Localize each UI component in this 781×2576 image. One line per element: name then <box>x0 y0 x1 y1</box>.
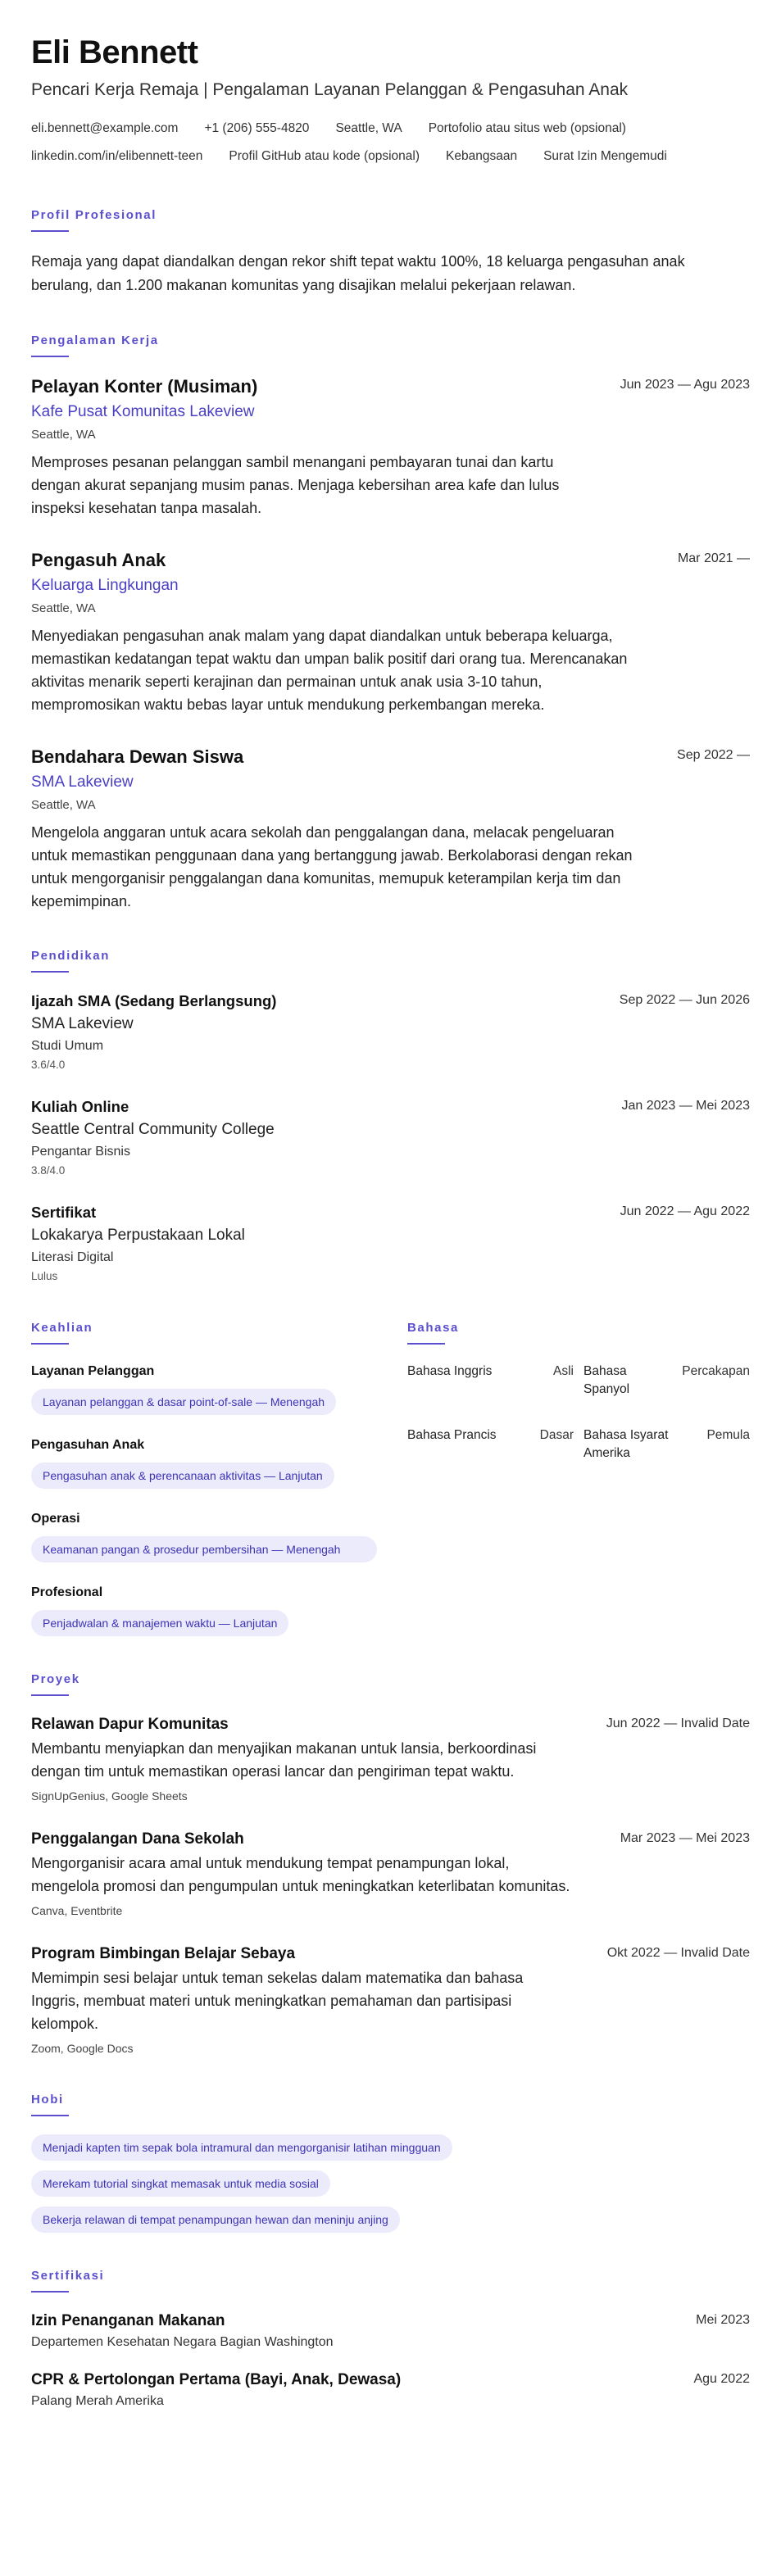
language-item <box>583 1363 750 1399</box>
language-name: Bahasa Isyarat Amerika <box>583 1428 669 1460</box>
certification-title: Izin Penanganan Makanan <box>31 2312 225 2329</box>
section-divider <box>31 2115 69 2116</box>
project-title: Relawan Dapur Komunitas <box>31 1716 229 1733</box>
contact-list <box>31 120 750 175</box>
hobby-pill: Bekerja relawan di tempat penampungan hewan dan meninju anjing <box>31 2206 400 2233</box>
resume-header <box>31 33 750 175</box>
education-date: Jan 2023 — Mei 2023 <box>621 1099 750 1113</box>
project-item <box>31 1829 750 1919</box>
contact-phone[interactable]: +1 (206) 555-4820 <box>204 121 310 135</box>
section-title: Sertifikasi <box>31 2269 105 2283</box>
project-title: Program Bimbingan Belajar Sebaya <box>31 1945 296 1962</box>
languages-section <box>407 1321 750 1636</box>
job-description: Mengelola anggaran untuk acara sekolah dan penggalangan dana, melacak pengeluaran untuk memastikan penggunaan dana yang bertanggung jawab. Berkolaborasi dengan rekan untuk mengorganisir penggalangan dana komunitas, memupuk keterampilan kerja tim dan kepemimpinan. <box>31 824 633 909</box>
skill-pill: Penjadwalan & manajemen waktu — Lanjutan <box>31 1610 288 1636</box>
section-title: Proyek <box>31 1672 80 1686</box>
job-description: Memproses pesanan pelanggan sambil menangani pembayaran tunai dan kartu dengan akurat sepanjang musim panas. Menjaga kebersihan area kafe dan lulus inspeksi kesehatan tanpa masalah. <box>31 454 560 516</box>
section-title: Pengalaman Kerja <box>31 333 159 347</box>
job-title: Bendahara Dewan Siswa <box>31 746 244 767</box>
skill-pill: Keamanan pangan & prosedur pembersihan — Menengah <box>31 1536 377 1562</box>
education-date: Jun 2022 — Agu 2022 <box>620 1204 750 1218</box>
section-title: Bahasa <box>407 1321 459 1335</box>
section-divider <box>31 2291 69 2293</box>
education-grade: 3.6/4.0 <box>31 1059 66 1071</box>
education-section <box>31 949 750 1285</box>
project-item <box>31 1943 750 2057</box>
skill-group <box>31 1584 377 1636</box>
language-item <box>583 1426 750 1463</box>
project-description: Memimpin sesi belajar untuk teman sekelas dalam matematika dan bahasa Inggris, membuat materi untuk meningkatkan pemahaman dan partisipasi kelompok. <box>31 1970 524 2032</box>
skill-category: Layanan Pelanggan <box>31 1364 155 1378</box>
skill-category: Profesional <box>31 1585 103 1599</box>
language-name: Bahasa Prancis <box>407 1428 497 1442</box>
project-item <box>31 1714 750 1804</box>
skill-category: Operasi <box>31 1512 80 1526</box>
hobby-pill: Merekam tutorial singkat memasak untuk media sosial <box>31 2170 330 2197</box>
institution-name: Seattle Central Community College <box>31 1121 275 1138</box>
skill-group <box>31 1436 377 1489</box>
field-of-study: Pengantar Bisnis <box>31 1145 130 1159</box>
experience-item <box>31 746 750 913</box>
skill-group <box>31 1363 377 1415</box>
job-employer: SMA Lakeview <box>31 773 134 791</box>
skill-group <box>31 1510 377 1562</box>
degree-title: Kuliah Online <box>31 1098 129 1115</box>
field-of-study: Studi Umum <box>31 1039 104 1053</box>
section-title: Keahlian <box>31 1321 93 1335</box>
skills-languages-row <box>31 1321 750 1636</box>
job-location: Seattle, WA <box>31 601 96 615</box>
institution-name: SMA Lakeview <box>31 1015 134 1032</box>
language-name: Bahasa Inggris <box>407 1364 493 1378</box>
job-description: Menyediakan pengasuhan anak malam yang dapat diandalkan untuk beberapa keluarga, memastikan kedatangan tepat waktu dan umpan balik positif dari orang tua. Merencanakan aktivitas menarik seperti kerajinan dan permainan untuk anak usia 3-10 tahun, mempromosikan waktu bebas layar untuk mendukung perkembangan mereka. <box>31 628 628 713</box>
project-description: Membantu menyiapkan dan menyajikan makanan untuk lansia, berkoordinasi dengan tim untuk memastikan operasi lancar dan pengiriman tepat waktu. <box>31 1740 537 1780</box>
section-title: Profil Profesional <box>31 208 157 222</box>
skill-pill: Pengasuhan anak & perencanaan aktivitas — Lanjutan <box>31 1463 334 1489</box>
project-tools: Zoom, Google Docs <box>31 2042 134 2055</box>
projects-section <box>31 1672 750 2057</box>
job-location: Seattle, WA <box>31 428 96 442</box>
hobby-pill: Menjadi kapten tim sepak bola intramural dan mengorganisir latihan mingguan <box>31 2134 452 2161</box>
language-name: Bahasa Spanyol <box>583 1364 630 1396</box>
job-date: Jun 2023 — Agu 2023 <box>620 378 750 392</box>
section-divider <box>31 971 69 973</box>
institution-name: Lokakarya Perpustakaan Lokal <box>31 1227 245 1244</box>
project-tools: Canva, Eventbrite <box>31 1904 123 1917</box>
education-date: Sep 2022 — Jun 2026 <box>619 993 750 1007</box>
job-title: Pelayan Konter (Musiman) <box>31 376 258 397</box>
section-divider <box>31 230 69 232</box>
experience-section <box>31 333 750 913</box>
section-divider <box>31 356 69 357</box>
certification-date: Mei 2023 <box>696 2313 750 2327</box>
candidate-name: Eli Bennett <box>31 34 198 70</box>
section-divider <box>31 1343 69 1345</box>
certification-title: CPR & Pertolongan Pertama (Bayi, Anak, Dewasa) <box>31 2371 402 2388</box>
section-divider <box>31 1694 69 1696</box>
certifications-section <box>31 2269 750 2410</box>
job-date: Sep 2022 — <box>677 748 750 762</box>
language-level: Asli <box>553 1364 574 1378</box>
language-level: Dasar <box>539 1428 574 1442</box>
job-employer: Kafe Pusat Komunitas Lakeview <box>31 403 255 420</box>
language-level: Pemula <box>706 1428 750 1442</box>
experience-item <box>31 375 750 519</box>
candidate-headline: Pencari Kerja Remaja | Pengalaman Layanan Pelanggan & Pengasuhan Anak <box>31 80 629 99</box>
job-date: Mar 2021 — <box>677 551 750 565</box>
project-date: Mar 2023 — Mei 2023 <box>620 1831 750 1845</box>
degree-title: Ijazah SMA (Sedang Berlangsung) <box>31 992 277 1009</box>
education-grade: 3.8/4.0 <box>31 1164 66 1177</box>
contact-portfolio[interactable]: Portofolio atau situs web (opsional) <box>428 121 626 135</box>
education-item <box>31 1096 750 1179</box>
degree-title: Sertifikat <box>31 1204 97 1221</box>
project-date: Okt 2022 — Invalid Date <box>606 1946 750 1960</box>
project-date: Jun 2022 — Invalid Date <box>606 1717 750 1730</box>
education-grade: Lulus <box>31 1270 58 1282</box>
contact-drivers-license: Surat Izin Mengemudi <box>543 149 667 163</box>
project-description: Mengorganisir acara amal untuk mendukung tempat penampungan lokal, mengelola promosi dan pengumpulan untuk meningkatkan keterlibatan komunitas. <box>31 1855 570 1894</box>
education-item <box>31 1202 750 1285</box>
hobbies-section <box>31 2093 750 2243</box>
certification-date: Agu 2022 <box>693 2372 750 2386</box>
language-item <box>407 1363 583 1399</box>
skill-category: Pengasuhan Anak <box>31 1438 145 1452</box>
contact-github[interactable]: Profil GitHub atau kode (opsional) <box>229 149 420 163</box>
section-title: Hobi <box>31 2093 64 2107</box>
contact-nationality: Kebangsaan <box>446 149 518 163</box>
project-tools: SignUpGenius, Google Sheets <box>31 1789 188 1803</box>
contact-linkedin[interactable]: linkedin.com/in/elibennett-teen <box>31 149 203 163</box>
language-level: Percakapan <box>682 1364 750 1378</box>
section-title: Pendidikan <box>31 949 111 963</box>
summary-text: Remaja yang dapat diandalkan dengan rekor shift tepat waktu 100%, 18 keluarga pengasuhan anak berulang, dan 1.200 makanan komunitas yang disajikan melalui pekerjaan relawan. <box>31 253 685 293</box>
contact-email[interactable]: eli.bennett@example.com <box>31 121 179 135</box>
job-location: Seattle, WA <box>31 798 96 812</box>
section-divider <box>407 1343 445 1345</box>
project-title: Penggalangan Dana Sekolah <box>31 1830 244 1848</box>
certification-item <box>31 2370 750 2410</box>
certification-issuer: Departemen Kesehatan Negara Bagian Washington <box>31 2335 334 2349</box>
field-of-study: Literasi Digital <box>31 1250 114 1264</box>
summary-section <box>31 208 750 297</box>
job-employer: Keluarga Lingkungan <box>31 577 179 594</box>
skill-pill: Layanan pelanggan & dasar point-of-sale — Menengah <box>31 1389 336 1415</box>
language-item <box>407 1426 583 1463</box>
education-item <box>31 991 750 1073</box>
skills-section <box>31 1321 377 1636</box>
contact-location: Seattle, WA <box>335 121 402 135</box>
certification-item <box>31 2311 750 2352</box>
job-title: Pengasuh Anak <box>31 550 166 570</box>
experience-item <box>31 549 750 716</box>
certification-issuer: Palang Merah Amerika <box>31 2394 164 2408</box>
